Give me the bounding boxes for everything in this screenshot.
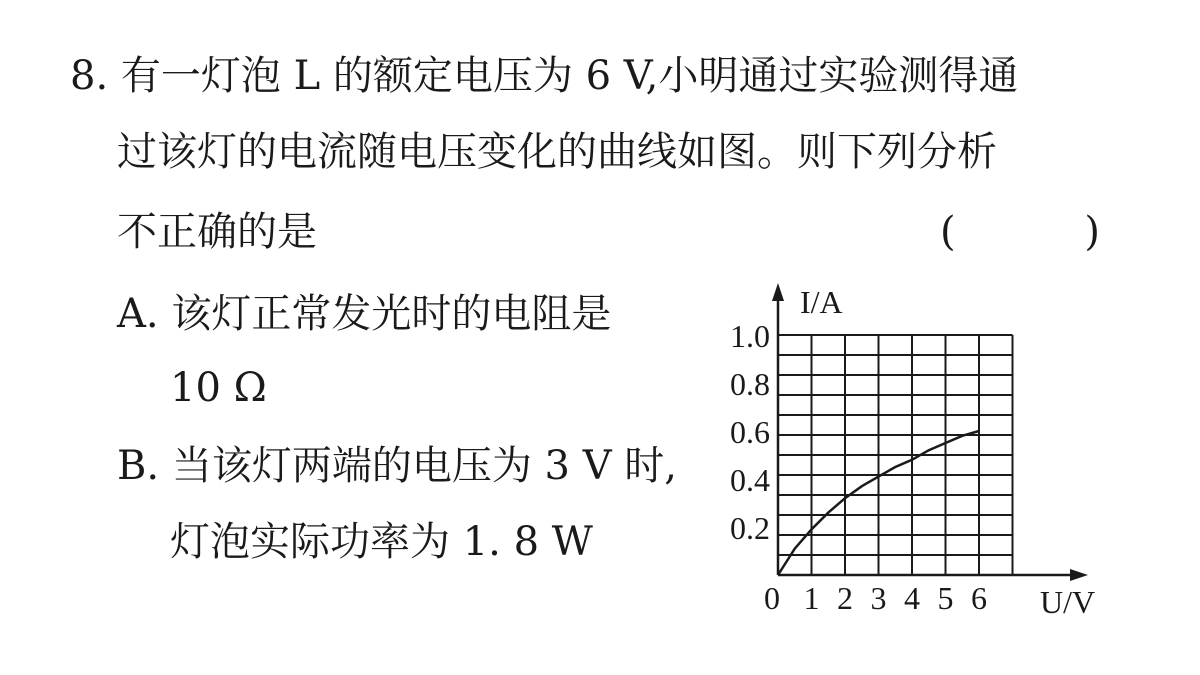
option-b-line-2: 灯泡实际功率为 1. 8 W <box>170 519 593 565</box>
x-tick-label: 5 <box>937 580 954 616</box>
question-line-3: 不正确的是 <box>117 209 317 255</box>
option-b-line-1: B. 当该灯两端的电压为 3 V 时, <box>117 443 678 489</box>
y-tick-label: 0.4 <box>730 462 770 498</box>
question-line-2: 过该灯的电流随电压变化的曲线如图。则下列分析 <box>117 129 997 175</box>
x-axis-label: U/V <box>1040 584 1096 620</box>
x-tick-label: 2 <box>837 580 853 616</box>
x-tick-label: 1 <box>803 580 820 616</box>
y-axis-label: I/A <box>800 284 843 320</box>
x-tick-label: 3 <box>870 580 887 616</box>
y-axis-arrow-icon <box>772 283 784 301</box>
paren-close: ) <box>1084 209 1100 255</box>
y-tick-label: 0.2 <box>730 510 770 546</box>
x-tick-label: 4 <box>904 580 920 616</box>
question-line-1: 8. 有一灯泡 L 的额定电压为 6 V,小明通过实验测得通 <box>70 53 1019 99</box>
x-tick-label: 6 <box>971 580 987 616</box>
y-tick-label: 0.8 <box>730 366 770 402</box>
y-tick-label: 0.6 <box>730 414 770 450</box>
paren-open: ( <box>940 209 956 255</box>
y-tick-label: 1.0 <box>730 318 770 354</box>
option-a-line-2: 10 Ω <box>170 365 267 411</box>
x-tick-label: 0 <box>764 580 780 616</box>
current-voltage-graph <box>700 275 1120 625</box>
option-a-line-1: A. 该灯正常发光时的电阻是 <box>117 291 612 337</box>
x-axis-arrow-icon <box>1070 569 1088 581</box>
answer-blank <box>940 208 1100 256</box>
